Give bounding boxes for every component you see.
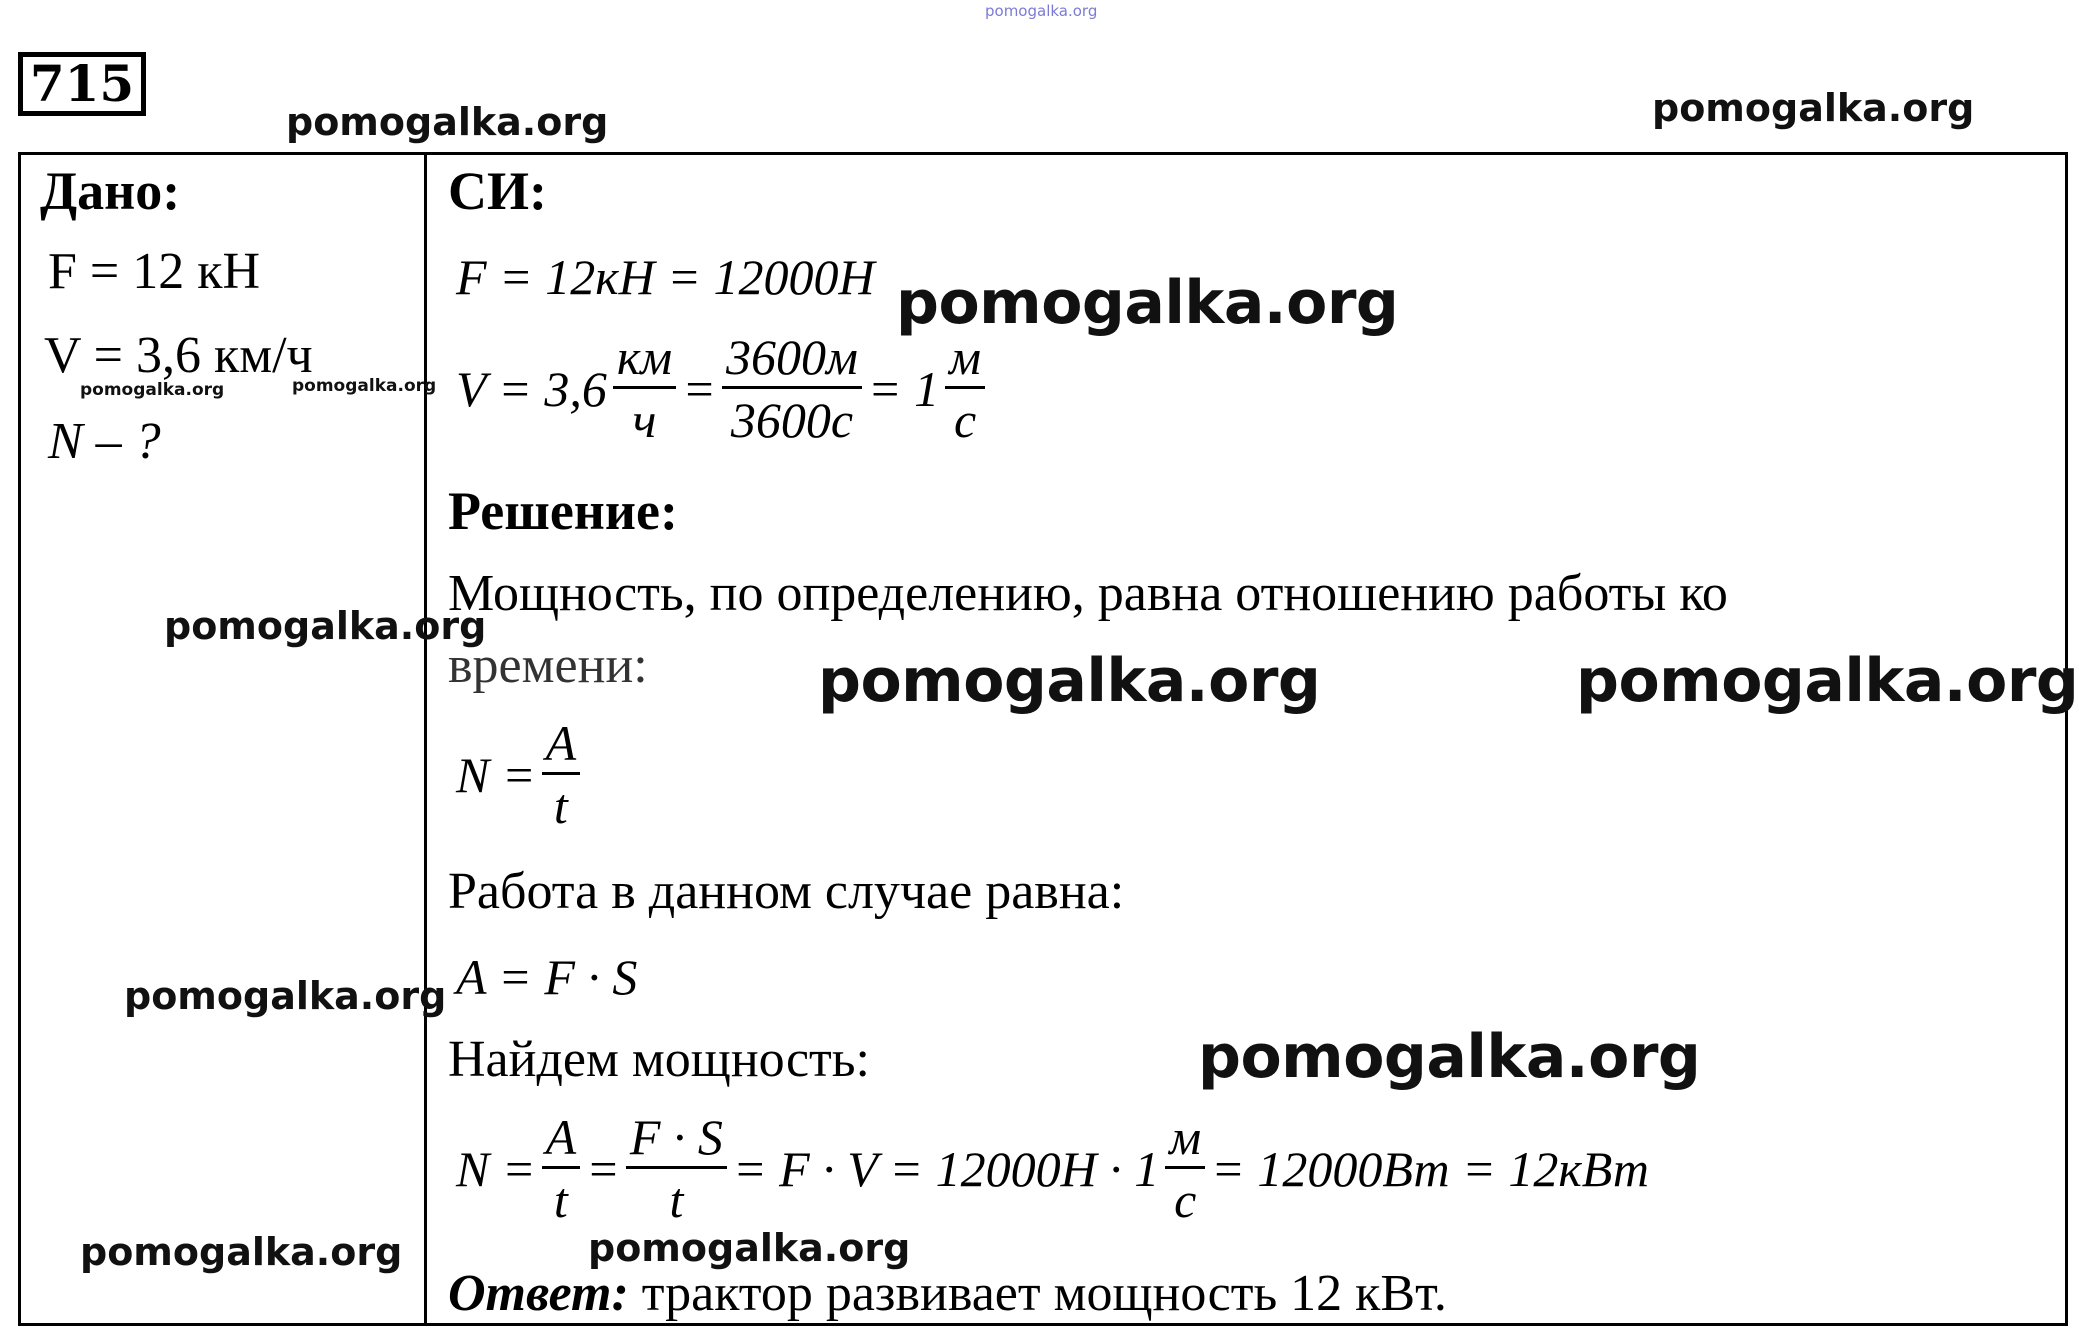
watermark-11: pomogalka.org	[80, 1230, 403, 1274]
answer-text: трактор развивает мощность 12 кВт.	[628, 1265, 1447, 1322]
si-velocity-frac1	[613, 329, 676, 448]
formula1-num: A	[542, 718, 581, 775]
frac1-den: ч	[632, 392, 657, 448]
formula3-frac3	[1165, 1109, 1205, 1228]
given-heading: Дано:	[40, 161, 181, 221]
formula3-mid: = F · V = 12000H · 1	[732, 1140, 1160, 1197]
formula3-eq1: =	[586, 1140, 620, 1197]
answer-line	[448, 1264, 1447, 1323]
formula3-f1-den: t	[553, 1172, 568, 1228]
si-heading: СИ:	[448, 161, 547, 221]
watermark-8: pomogalka.org	[1576, 646, 2079, 716]
watermark-1: pomogalka.org	[286, 100, 609, 144]
watermark-10: pomogalka.org	[1198, 1022, 1701, 1092]
formula3-f3-num: м	[1165, 1112, 1205, 1169]
given-force: F = 12 кН	[48, 243, 261, 300]
formula1-den: t	[553, 778, 568, 834]
formula3-f2-den: t	[669, 1172, 684, 1228]
given-velocity: V = 3,6 км/ч	[44, 327, 313, 384]
problem-number: 715	[18, 52, 146, 116]
solution-text-1: Мощность, по определению, равна отношению работы ко	[448, 565, 1728, 622]
formula3-f3-den: с	[1174, 1172, 1197, 1228]
formula3-frac2	[626, 1109, 727, 1228]
formula-power-definition	[456, 715, 586, 834]
formula3-tail: = 12000Вт = 12кВт	[1211, 1140, 1650, 1197]
formula3-frac1	[542, 1109, 581, 1228]
column-divider	[424, 152, 427, 1326]
frac3-num: м	[945, 332, 985, 389]
formula1-lhs: N =	[456, 746, 536, 803]
si-velocity-frac2	[722, 329, 862, 448]
si-velocity-eq2: = 1	[867, 360, 940, 417]
watermark-12: pomogalka.org	[588, 1226, 911, 1270]
si-velocity-eq: =	[682, 360, 716, 417]
frac1-num: км	[613, 332, 676, 389]
frac2-den: 3600с	[730, 392, 854, 448]
solution-text-2: Работа в данном случае равна:	[448, 863, 1125, 920]
given-unknown: N – ?	[48, 413, 161, 470]
si-velocity-frac3	[945, 329, 985, 448]
watermark-top: pomogalka.org	[985, 2, 1098, 20]
watermark-7: pomogalka.org	[818, 646, 1321, 716]
frac2-num: 3600м	[722, 332, 862, 389]
watermark-9: pomogalka.org	[124, 974, 447, 1018]
watermark-2: pomogalka.org	[1652, 86, 1975, 130]
si-velocity-lhs: V = 3,6	[456, 360, 607, 417]
answer-label: Ответ:	[448, 1265, 629, 1322]
formula1-frac	[542, 715, 581, 834]
solution-heading: Решение:	[448, 481, 678, 541]
formula3-lhs: N =	[456, 1140, 536, 1197]
formula-power-result	[456, 1109, 1650, 1228]
formula3-f2-num: F · S	[626, 1112, 727, 1169]
formula3-f1-num: A	[542, 1112, 581, 1169]
frac3-den: с	[953, 392, 977, 448]
solution-text-3: Найдем мощность:	[448, 1031, 870, 1088]
watermark-3: pomogalka.org	[896, 268, 1399, 338]
formula-work: A = F · S	[456, 949, 638, 1005]
si-velocity	[456, 329, 991, 448]
si-force: F = 12кН = 12000Н	[456, 249, 875, 305]
watermark-6: pomogalka.org	[164, 604, 487, 648]
solution-text-1b: времени:	[448, 637, 648, 694]
watermark-5: pomogalka.org	[292, 376, 437, 396]
watermark-4: pomogalka.org	[80, 380, 225, 400]
